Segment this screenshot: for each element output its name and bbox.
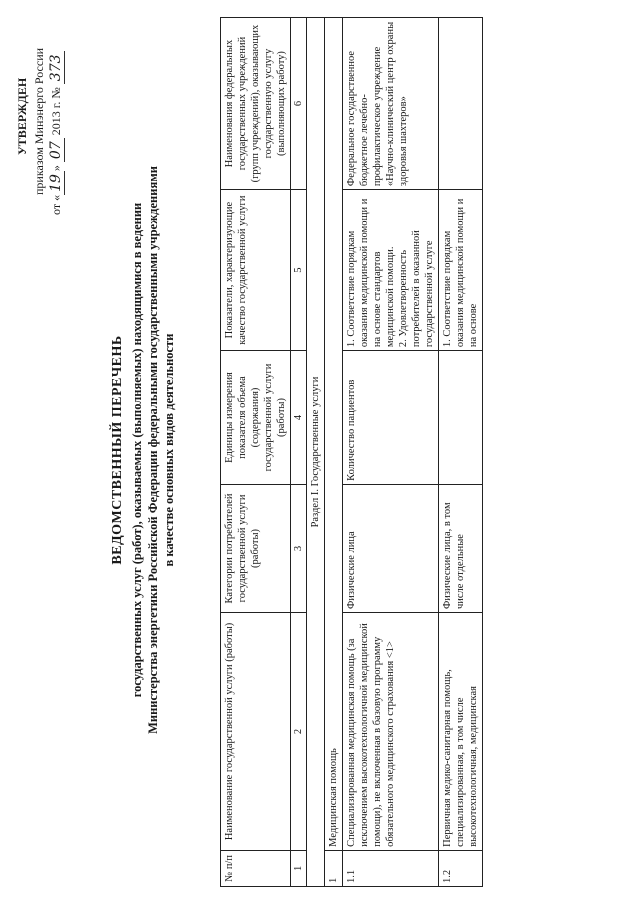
approval-date-line	[48, 15, 65, 215]
table-row	[439, 18, 483, 887]
header-cell: Показатели, характеризующие качество государственной услуги	[221, 190, 291, 351]
approval-heading: УТВЕРЖДЕН	[15, 77, 29, 155]
column-number: 2	[291, 613, 307, 851]
services-table	[220, 17, 483, 887]
consumer-category: Физические лица, в том числе отдельные	[439, 484, 483, 612]
date-month: 07	[48, 138, 65, 162]
group-number: 1	[325, 850, 343, 886]
document-title	[110, 85, 177, 815]
date-year: 2013 г. №	[49, 87, 63, 136]
row-number: 1.1	[343, 850, 439, 886]
quality-indicators	[439, 190, 483, 351]
header-cell: Единицы измерения показателя объема (содержания) государственной услуги (работы)	[221, 351, 291, 485]
quality-indicator: 1. Соответствие порядкам оказания медицинской помощи и на основе	[442, 198, 479, 348]
title-main: ВЕДОМСТВЕННЫЙ ПЕРЕЧЕНЬ	[110, 335, 125, 565]
column-number: 5	[291, 190, 307, 351]
table-header-row	[221, 18, 291, 887]
column-number: 4	[291, 351, 307, 485]
consumer-category: Физические лица	[343, 484, 439, 612]
quality-indicator: 2. Удовлетворенность потребителей в оказанной государственной услуге	[398, 230, 435, 348]
title-line-3: в качестве основных видов деятельности	[162, 333, 176, 567]
group-name: Медицинская помощь	[325, 18, 343, 851]
column-number: 1	[291, 850, 307, 886]
header-cell: Категории потребителей государственной услуги (работы)	[221, 484, 291, 612]
quality-indicators	[343, 190, 439, 351]
header-cell: № п/п	[221, 850, 291, 886]
date-day: 19	[48, 171, 65, 195]
institution-name: Федеральное государственное бюджетное лечебно-профилактическое учреждение «Научно-клинический центр охраны здоровья шахтеров»	[343, 18, 439, 190]
approval-order-line: приказом Минэнерго России	[32, 47, 46, 195]
date-prefix: от «	[49, 194, 63, 215]
service-name: Специализированная медицинская помощь (за исключением высокотехнологичной медицинской помощи), не включенная в базовую программу обязательного медицинского страхования <1>	[343, 613, 439, 851]
column-number: 6	[291, 18, 307, 190]
quality-indicator: 1. Соответствие порядкам оказания медицинской помощи и на основе стандартов медицинской помощи.	[346, 198, 396, 348]
row-number: 1.2	[439, 850, 483, 886]
volume-unit	[439, 351, 483, 485]
column-number: 3	[291, 484, 307, 612]
column-number-row	[291, 18, 307, 887]
header-cell: Наименование государственной услуги (работы)	[221, 613, 291, 851]
order-number: 373	[48, 51, 65, 84]
group-row	[325, 18, 343, 887]
section-title: Раздел I. Государственные услуги	[307, 18, 325, 887]
institution-name	[439, 18, 483, 190]
approval-stamp	[14, 15, 65, 215]
section-row	[307, 18, 325, 887]
volume-unit: Количество пациентов	[343, 351, 439, 485]
table-row	[343, 18, 439, 887]
title-line-2: Министерства энергетики Российской Федерации федеральными государственными учреждениями	[146, 166, 160, 734]
header-cell: Наименования федеральных государственных учреждений (групп учреждений), оказывающих государственную услугу (выполняющих работу)	[221, 18, 291, 190]
title-line-1: государственных услуг (работ), оказываемых (выполняемых) находящимися в ведении	[130, 202, 144, 698]
service-name: Первичная медико-санитарная помощь, специализированная, в том числе высокотехнологичная, медицинская	[439, 613, 483, 851]
date-mid: »	[49, 165, 63, 172]
